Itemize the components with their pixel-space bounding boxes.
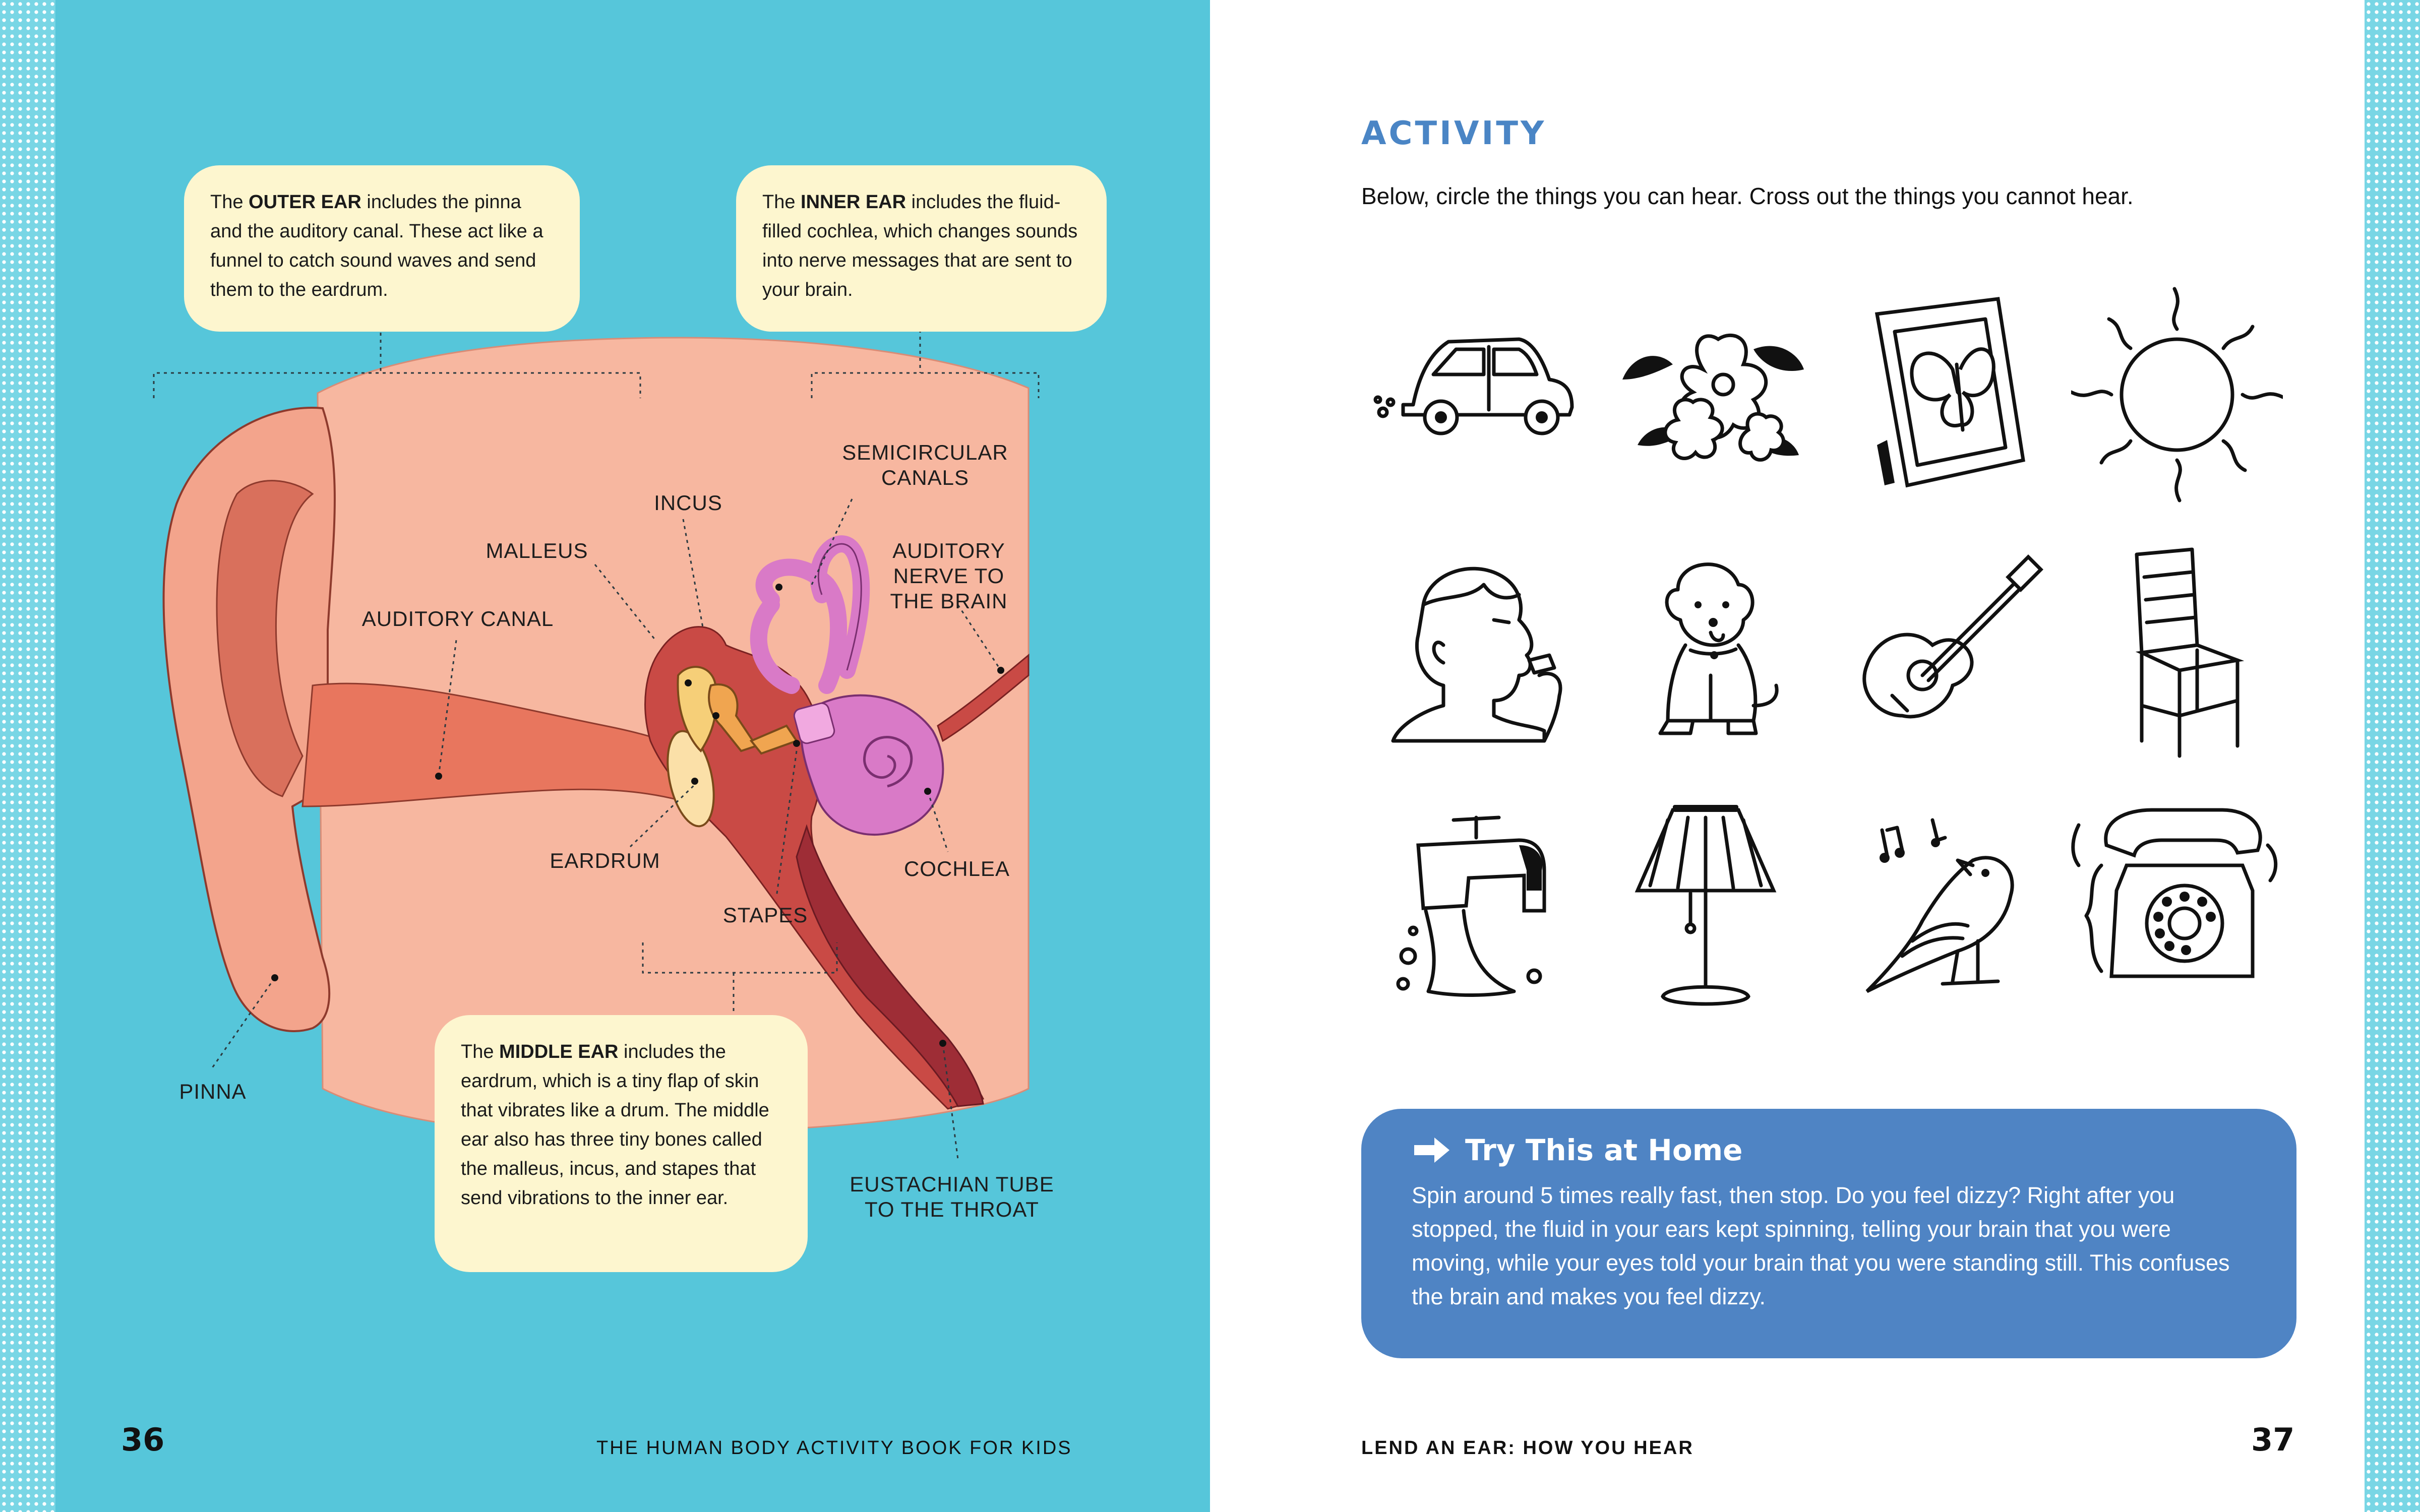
label-auditory-nerve-2: NERVE TO (893, 564, 1005, 588)
picture-butterfly-frame[interactable] (1825, 267, 2060, 523)
label-eardrum: EARDRUM (550, 849, 660, 872)
picture-singing-bird[interactable] (1825, 778, 2060, 1033)
label-eustachian-tube-1: EUSTACHIAN TUBE (850, 1172, 1054, 1196)
outer-ear-term: OUTER EAR (249, 192, 361, 213)
picture-boy-whistling[interactable] (1356, 523, 1591, 778)
sun-icon (2071, 279, 2283, 511)
arrow-right-icon (1412, 1135, 1452, 1165)
label-cochlea: COCHLEA (903, 857, 1010, 880)
picture-chair[interactable] (2060, 523, 2294, 778)
chair-icon (2071, 534, 2283, 766)
inner-ear-lead: The (762, 192, 801, 213)
rotary-telephone-icon (2071, 790, 2283, 1022)
activity-instruction: Below, circle the things you can hear. Cross out the things you cannot hear. (1361, 183, 2134, 209)
car-icon (1368, 279, 1580, 511)
guitar-icon (1837, 534, 2048, 766)
running-head-right: LEND AN EAR: HOW YOU HEAR (1361, 1437, 1694, 1459)
outer-ear-callout (184, 165, 580, 332)
middle-ear-callout (435, 1015, 808, 1272)
faucet-icon (1368, 790, 1580, 1022)
puppy-icon (1602, 534, 1814, 766)
label-eustachian-tube-2: TO THE THROAT (865, 1198, 1039, 1221)
activity-picture-grid (1356, 267, 2294, 1033)
label-incus: INCUS (654, 491, 722, 515)
picture-faucet[interactable] (1356, 778, 1591, 1033)
picture-flowers[interactable] (1591, 267, 1825, 523)
lamp-icon (1602, 790, 1814, 1022)
label-auditory-canal: AUDITORY CANAL (361, 607, 554, 631)
singing-bird-icon (1837, 790, 2048, 1022)
label-pinna: PINNA (179, 1080, 247, 1103)
inner-ear-term: INNER EAR (801, 192, 906, 213)
outer-ear-lead: The (210, 192, 249, 213)
try-this-title: Try This at Home (1465, 1133, 1743, 1167)
page-number-right: 37 (2251, 1421, 2295, 1458)
middle-ear-term: MIDDLE EAR (499, 1041, 619, 1062)
label-auditory-nerve-1: AUDITORY (892, 539, 1005, 562)
label-malleus: MALLEUS (486, 539, 588, 562)
try-this-at-home-box (1361, 1109, 2296, 1358)
outer-ear-text: includes the pinna and the auditory canal. These act like a funnel to catch sound waves and send them to the eardrum. (210, 192, 543, 300)
try-this-body: Spin around 5 times really fast, then stop. Do you feel dizzy? Right after you stopped, the fluid in your ears kept spinning, telling your brain that you were moving, while your eyes told your brain that you were standing still. This confuses the brain and makes you feel dizzy. (1412, 1182, 2230, 1309)
inner-ear-text: includes the fluid-filled cochlea, which changes sounds into nerve messages that are sent to your brain. (762, 192, 1078, 300)
page-number-left: 36 (121, 1421, 165, 1458)
flowers-icon (1602, 279, 1814, 511)
running-head-left: THE HUMAN BODY ACTIVITY BOOK FOR KIDS (596, 1437, 1072, 1459)
picture-lamp[interactable] (1591, 778, 1825, 1033)
inner-ear-callout (736, 165, 1107, 332)
middle-ear-text: includes the eardrum, which is a tiny flap of skin that vibrates like a drum. The middle ear also has three tiny bones called the malleus, incus, and stapes that send vibrations to the inner ear. (461, 1041, 769, 1209)
picture-puppy[interactable] (1591, 523, 1825, 778)
picture-guitar[interactable] (1825, 523, 2060, 778)
label-semicircular-canals-2: CANALS (881, 466, 970, 489)
right-dotted-border (2365, 0, 2420, 1512)
butterfly-picture-frame-icon (1837, 279, 2048, 511)
activity-title: ACTIVITY (1361, 115, 1547, 152)
picture-sun[interactable] (2060, 267, 2294, 523)
middle-ear-lead: The (461, 1041, 500, 1062)
label-semicircular-canals-1: SEMICIRCULAR (842, 440, 1008, 464)
label-auditory-nerve-3: THE BRAIN (890, 589, 1008, 613)
picture-car[interactable] (1356, 267, 1591, 523)
label-stapes: STAPES (722, 903, 808, 927)
picture-rotary-telephone[interactable] (2060, 778, 2294, 1033)
boy-whistling-icon (1368, 534, 1580, 766)
try-this-header (1412, 1133, 2246, 1167)
right-page (1210, 0, 2420, 1512)
